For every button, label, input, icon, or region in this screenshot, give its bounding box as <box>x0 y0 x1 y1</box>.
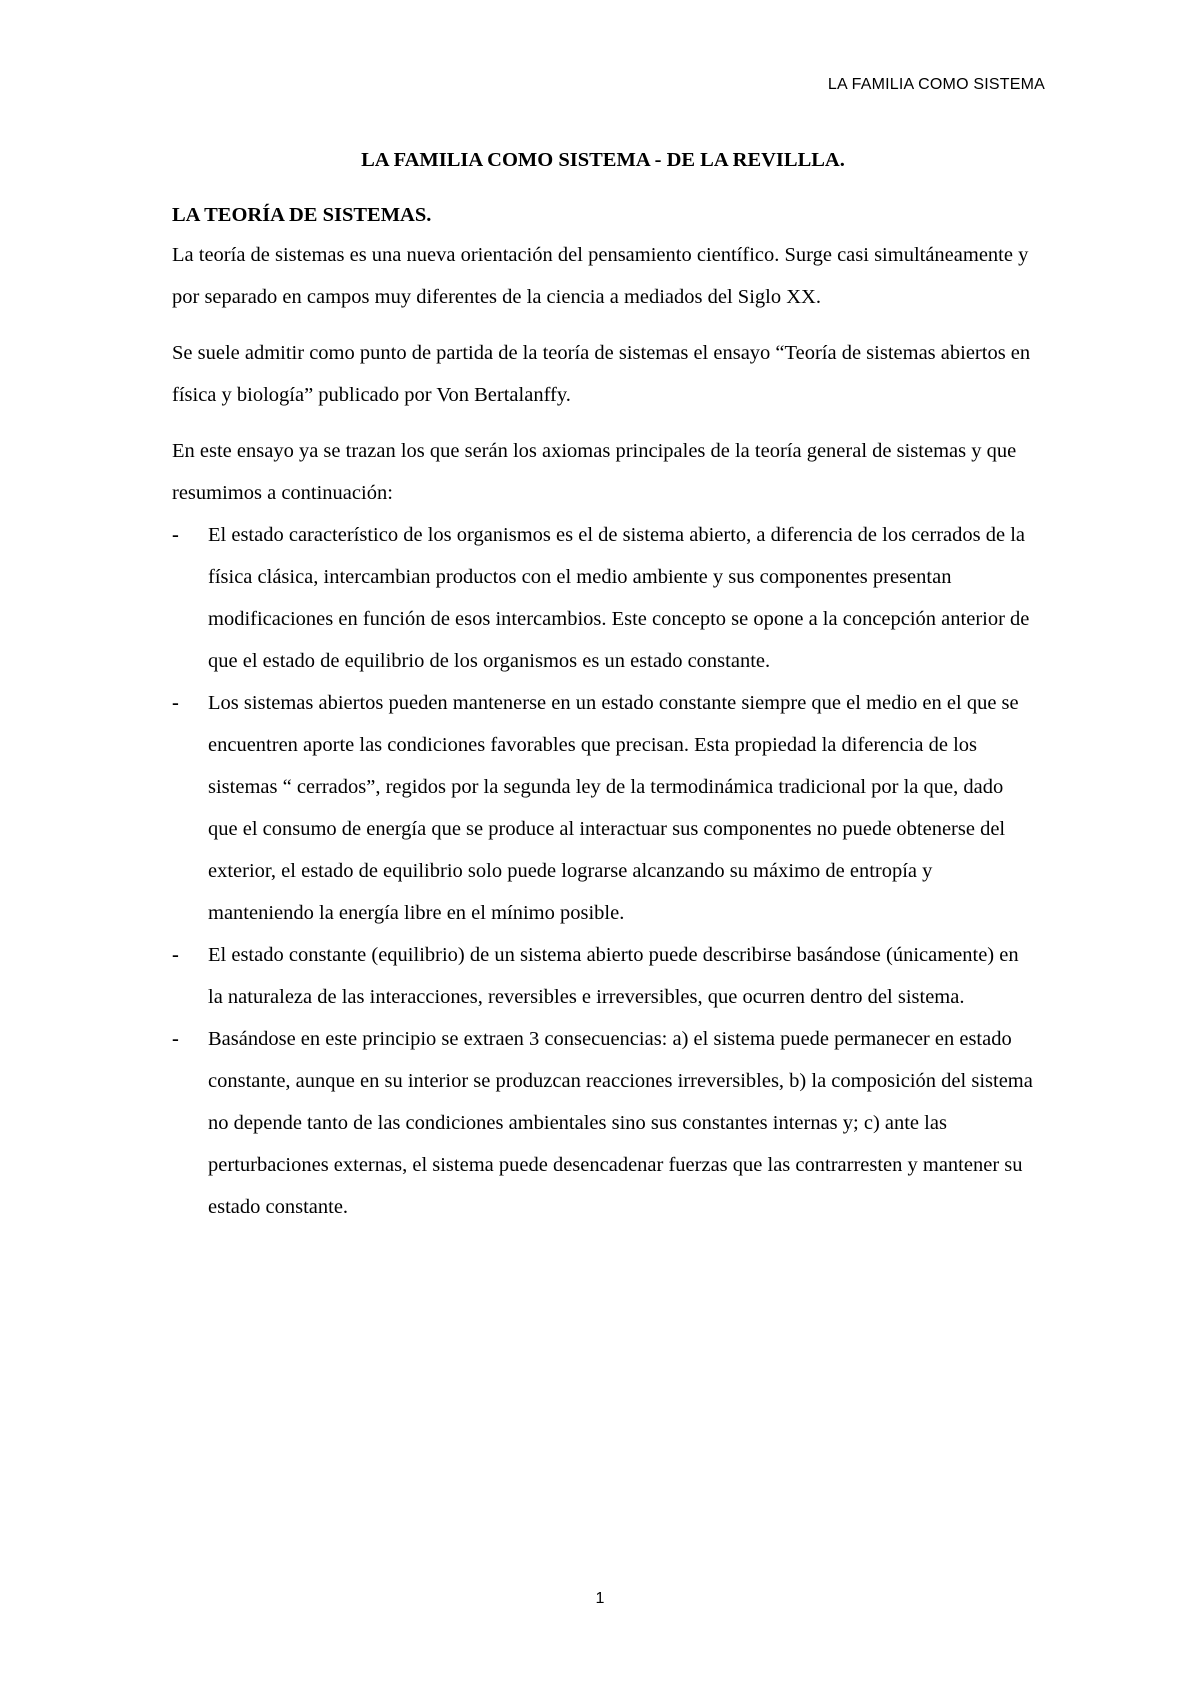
list-item <box>172 514 1034 682</box>
paragraph-intro: La teoría de sistemas es una nueva orientación del pensamiento científico. Surge casi simultáneamente y por separado en campos muy diferentes de la ciencia a mediados del Siglo XX. <box>172 244 1029 308</box>
bullet-dash: - <box>172 524 179 546</box>
list-item <box>172 682 1034 934</box>
bullet-dash: - <box>172 1028 179 1050</box>
list-item-text: Los sistemas abiertos pueden mantenerse en un estado constante siempre que el medio en el que se encuentren aporte las condiciones favorables que precisan. Esta propiedad la diferencia de los sistemas “ cerrados”, regidos por la segunda ley de la termodinámica tradicional por la que, dado que el consumo de energía que se produce al interactuar sus componentes no puede obtenerse del exterior, el estado de equilibrio solo puede lograrse alcanzando su máximo de entropía y manteniendo la energía libre en el mínimo posible. <box>208 692 1019 924</box>
paragraph-origin: Se suele admitir como punto de partida de la teoría de sistemas el ensayo “Teoría de sistemas abiertos en física y biología” publicado por Von Bertalanffy. <box>172 342 1031 406</box>
paragraph-axioms-lead: En este ensayo ya se trazan los que serán los axiomas principales de la teoría general de sistemas y que resumimos a continuación: <box>172 440 1017 504</box>
bullet-dash: - <box>172 692 179 714</box>
page-number: 1 <box>595 1590 605 1607</box>
page-content <box>172 146 1034 1228</box>
section-title: LA TEORÍA DE SISTEMAS. <box>172 204 432 226</box>
running-header: LA FAMILIA COMO SISTEMA <box>827 76 1045 93</box>
bullet-dash: - <box>172 944 179 966</box>
list-item <box>172 1018 1034 1228</box>
document-title: LA FAMILIA COMO SISTEMA - DE LA REVILLLA. <box>361 149 845 171</box>
list-item-text: Basándose en este principio se extraen 3 consecuencias: a) el sistema puede permanecer en estado constante, aunque en su interior se produzcan reacciones irreversibles, b) la composición del sistema no depende tanto de las condiciones ambientales sino sus constantes internas y; c) ante las perturbaciones externas, el sistema puede desencadenar fuerzas que las contrarresten y mantener su estado constante. <box>208 1028 1033 1218</box>
list-item <box>172 934 1034 1018</box>
list-item-text: El estado característico de los organismos es el de sistema abierto, a diferencia de los cerrados de la física clásica, intercambian productos con el medio ambiente y sus componentes presentan modificaciones en función de esos intercambios. Este concepto se opone a la concepción anterior de que el estado de equilibrio de los organismos es un estado constante. <box>208 524 1030 672</box>
list-item-text: El estado constante (equilibrio) de un sistema abierto puede describirse basándose (únicamente) en la naturaleza de las interacciones, reversibles e irreversibles, que ocurren dentro del sistema. <box>208 944 1019 1008</box>
axioms-list <box>172 514 1034 1228</box>
